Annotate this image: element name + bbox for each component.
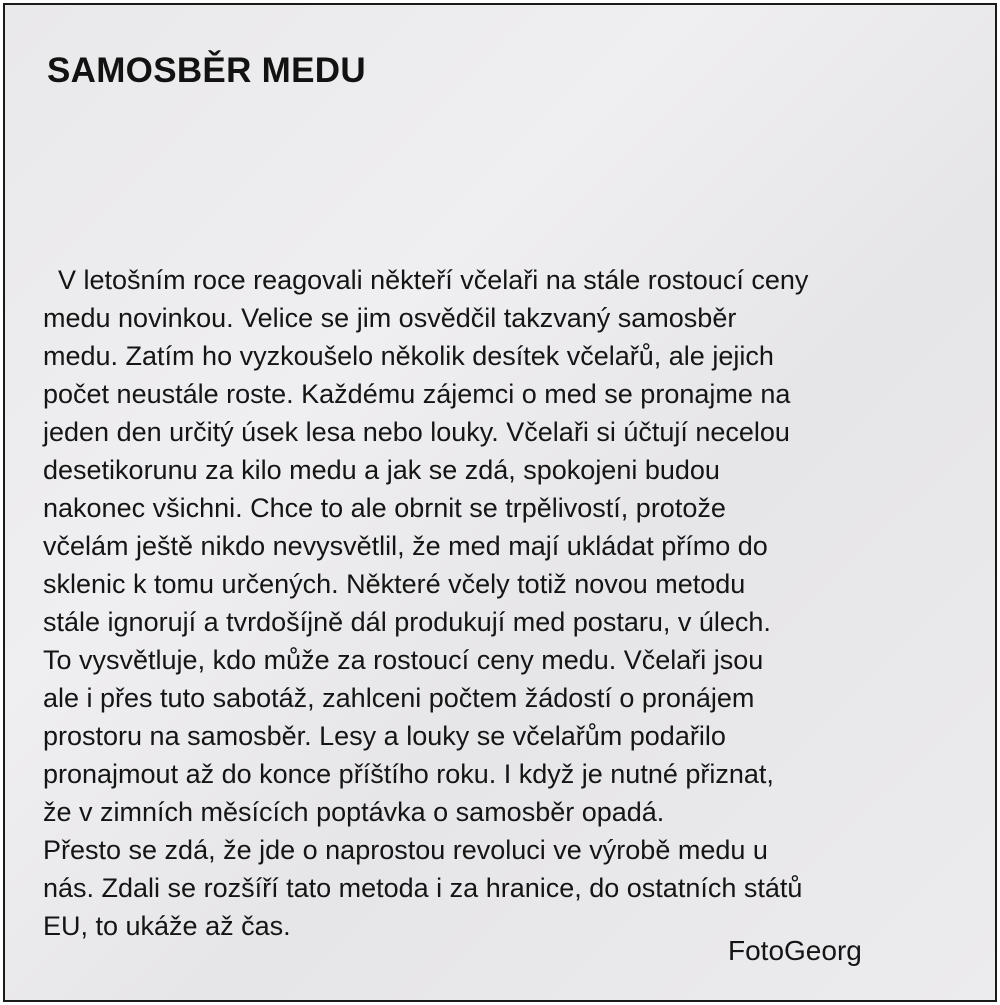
text-line: ale i přes tuto sabotáž, zahlceni počtem žádostí o pronájem — [43, 683, 755, 713]
text-line: EU, to ukáže až čas. — [43, 911, 291, 941]
text-line: sklenic k tomu určených. Některé včely totiž novou metodu — [43, 569, 746, 599]
text-line: Přesto se zdá, že jde o naprostou revoluci ve výrobě medu u — [43, 835, 768, 865]
text-line: jeden den určitý úsek lesa nebo louky. Včelaři si účtují necelou — [43, 417, 790, 447]
author-signature: FotoGeorg — [728, 935, 862, 966]
text-line: že v zimních měsících poptávka o samosběr opadá. — [43, 797, 665, 827]
text-line: pronajmout až do konce příštího roku. I když je nutné přiznat, — [43, 759, 774, 789]
text-line: prostoru na samosběr. Lesy a louky se včelařům podařilo — [43, 721, 726, 751]
text-line: nakonec všichni. Chce to ale obrnit se trpělivostí, protože — [43, 493, 726, 523]
text-line: V letošním roce reagovali někteří včelaři na stále rostoucí ceny — [43, 265, 809, 295]
paper-sheet — [3, 3, 997, 1002]
document-title: SAMOSBĚR MEDU — [47, 51, 366, 90]
text-line: nás. Zdali se rozšíří tato metoda i za hranice, do ostatních států — [43, 873, 803, 903]
text-line: medu. Zatím ho vyzkoušelo několik desítek včelařů, ale jejich — [43, 341, 774, 371]
text-line: medu novinkou. Velice se jim osvědčil takzvaný samosběr — [43, 303, 737, 333]
text-line: To vysvětluje, kdo může za rostoucí ceny medu. Včelaři jsou — [43, 645, 764, 675]
text-line: počet neustále roste. Každému zájemci o med se pronajme na — [43, 379, 791, 409]
text-line: desetikorunu za kilo medu a jak se zdá, spokojeni budou — [43, 455, 720, 485]
text-line: stále ignorují a tvrdošíjně dál produkují med postaru, v úlech. — [43, 607, 771, 637]
article-body — [43, 261, 983, 945]
text-line: včelám ještě nikdo nevysvětlil, že med mají ukládat přímo do — [43, 531, 768, 561]
